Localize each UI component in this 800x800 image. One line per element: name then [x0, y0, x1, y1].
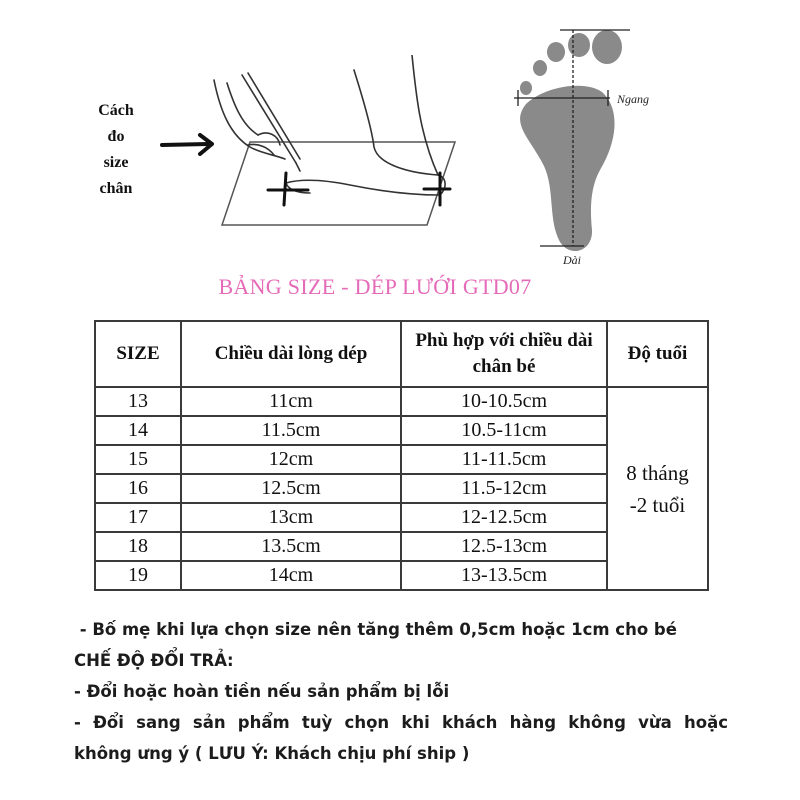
cell-age	[607, 387, 708, 590]
cell-insole-length: 13.5cm	[181, 532, 401, 561]
age-line: 8 tháng	[626, 460, 689, 485]
table-row	[95, 387, 708, 416]
cell-insole-length: 11.5cm	[181, 416, 401, 445]
measure-label-line: Cách	[98, 102, 134, 119]
cell-foot-length: 12-12.5cm	[401, 503, 607, 532]
cell-foot-length: 10.5-11cm	[401, 416, 607, 445]
cell-size: 16	[95, 474, 181, 503]
header-insole-length: Chiều dài lòng dép	[181, 321, 401, 387]
cell-size: 13	[95, 387, 181, 416]
cell-size: 17	[95, 503, 181, 532]
cell-foot-length: 13-13.5cm	[401, 561, 607, 590]
cell-foot-length: 11.5-12cm	[401, 474, 607, 503]
cell-size: 19	[95, 561, 181, 590]
measure-label-line: đo	[107, 128, 125, 145]
cell-foot-length: 10-10.5cm	[401, 387, 607, 416]
cell-size: 14	[95, 416, 181, 445]
cell-size: 15	[95, 445, 181, 474]
cell-insole-length: 12cm	[181, 445, 401, 474]
hand-icon	[214, 73, 300, 171]
width-label: Ngang	[617, 92, 650, 106]
cell-foot-length: 11-11.5cm	[401, 445, 607, 474]
header-size: SIZE	[95, 321, 181, 387]
foot-measuring-illustration	[150, 55, 480, 235]
policy-notes	[74, 614, 728, 769]
measure-mark-icon	[268, 173, 450, 205]
foot-icon	[286, 55, 445, 195]
footprint-diagram	[500, 20, 670, 270]
age-line: -2 tuổi	[629, 492, 686, 517]
return-policy-item-continued: không ưng ý ( LƯU Ý: Khách chịu phí ship )	[74, 744, 470, 763]
cell-insole-length: 13cm	[181, 503, 401, 532]
measure-label-line: chân	[99, 180, 133, 197]
header-age: Độ tuổi	[607, 321, 708, 387]
cell-insole-length: 14cm	[181, 561, 401, 590]
length-label: Dài	[563, 253, 581, 267]
measure-label-line: size	[103, 154, 129, 171]
footprint-shape	[520, 30, 622, 251]
table-title: BẢNG SIZE - DÉP LƯỚI GTD07	[218, 274, 532, 299]
return-policy-item: - Đổi hoặc hoàn tiền nếu sản phẩm bị lỗi	[74, 682, 450, 701]
return-policy-item: - Đổi sang sản phẩm tuỳ chọn khi khách hàng không vừa hoặc	[74, 713, 728, 732]
cell-insole-length: 12.5cm	[181, 474, 401, 503]
cell-size: 18	[95, 532, 181, 561]
size-advice-note: - Bố mẹ khi lựa chọn size nên tăng thêm 0,5cm hoặc 1cm cho bé	[74, 620, 677, 639]
measure-instruction-label	[88, 98, 144, 202]
return-policy-heading: CHẾ ĐỘ ĐỔI TRẢ:	[74, 651, 234, 670]
arrow-right-icon	[162, 135, 212, 154]
table-header-row	[95, 321, 708, 387]
header-foot-length: Phù hợp với chiều dài chân bé	[401, 321, 607, 387]
cell-insole-length: 11cm	[181, 387, 401, 416]
cell-foot-length: 12.5-13cm	[401, 532, 607, 561]
size-table	[94, 320, 709, 591]
